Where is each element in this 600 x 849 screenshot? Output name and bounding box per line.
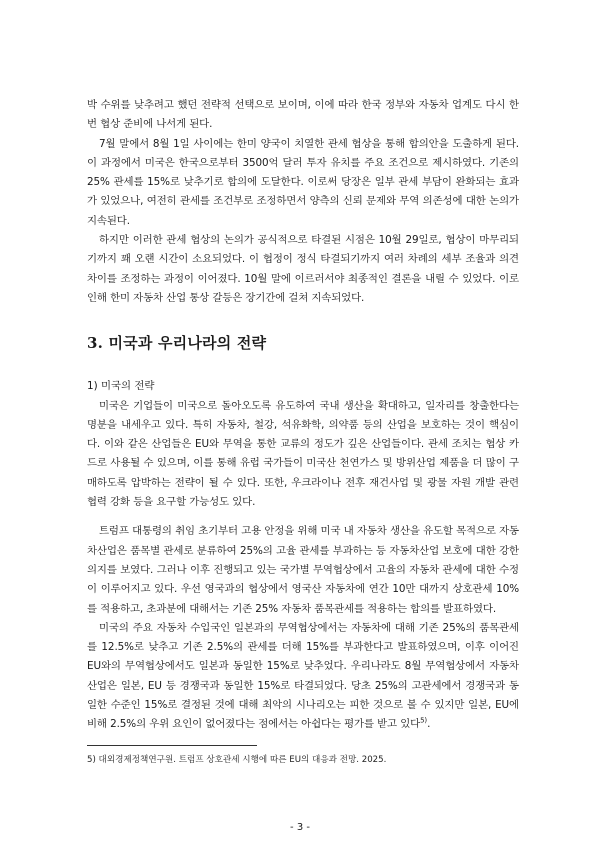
body-content <box>87 96 519 735</box>
paragraph-negotiation: 7월 말에서 8월 1일 사이에는 한미 양국이 치열한 관세 협상을 통해 합의안을 도출하게 된다. 이 과정에서 미국은 한국으로부터 3500억 달러 투자 유치를 주요 조건으로 제시하였다. 기존의 25% 관세를 15%로 낮추기로 합의에 도달한다. 이로써 당장은 일부 관세 부담이 완화되는 효과가 있었으나, 여전히 관세를 조건부로 조정하면서 양측의 신뢰 문제와 무역 의존성에 대한 논의가 지속된다. <box>87 137 519 227</box>
footnote-divider <box>87 745 257 746</box>
paragraph-continuation: 박 수위를 낮추려고 했던 전략적 선택으로 보이며, 이에 따라 한국 정부와 자동차 업계도 다시 한번 협상 준비에 나서게 된다. <box>87 99 519 131</box>
paragraph-japan-eu-text: 미국의 주요 자동차 수입국인 일본과의 무역협상에서는 자동차에 대해 기존 25%의 품목관세를 12.5%로 낮추고 기존 2.5%의 관세를 더해 15%를 부과한다고 발표하였으며, 이후 이어진 EU와의 무역협상에서도 일본과 동일한 15%로 낮추었다. 우리나라도 8월 무역협상에서 자동차산업은 일본, EU 등 경쟁국과 동일한 15%로 타결되었다. 당초 25%의 고관세에서 경쟁국과 동일한 수준인 15%로 결정된 것에 대해 최악의 시나리오는 피한 것으로 볼 수 있지만 일본, EU에 비해 2.5%의 우위 요인이 없어졌다는 점에서는 아쉽다는 평가를 받고 있다 <box>87 621 519 731</box>
subsection-heading: 1) 미국의 전략 <box>87 380 155 393</box>
paragraph-trump-tariffs: 트럼프 대통령의 취임 초기부터 고용 안정을 위해 미국 내 자동차 생산을 유도할 목적으로 자동차산업은 품목별 관세로 분류하여 25%의 고율 관세를 부과하는 등 자동차산업 보호에 대한 강한 의지를 보였다. 그러나 이후 진행되고 있는 국가별 무역협상에서 고율의 자동차 관세에 대한 수정이 이루어지고 있다. 우선 영국과의 협상에서 영국산 자동차에 연간 10만 대까지 상호관세 10%를 적용하고, 초과분에 대해서는 기존 25% 자동차 품목관세를 적용하는 합의를 발표하였다. <box>87 525 519 615</box>
footnote-reference[interactable]: 5) <box>420 716 428 725</box>
paragraph-agreement: 하지만 이러한 관세 협상의 논의가 공식적으로 타결된 시점은 10월 29일로, 협상이 마무리되기까지 꽤 오랜 시간이 소요되었다. 이 협정이 정식 타결되기까지 여러 차례의 세부 조율과 의견 차이를 조정하는 과정이 이어졌다. 10월 말에 이르러서야 최종적인 결론을 내릴 수 있었다. 이로 인해 한미 자동차 산업 통상 갈등은 장기간에 걸쳐 지속되었다. <box>87 234 519 304</box>
paragraph-us-strategy: 미국은 기업들이 미국으로 돌아오도록 유도하여 국내 생산을 확대하고, 일자리를 창출한다는 명분을 내세우고 있다. 특히 자동차, 철강, 석유화학, 의약품 등의 산업을 보호하는 것이 핵심이다. 이와 같은 산업들은 EU와 무역을 통한 교류의 정도가 깊은 산업들이다. 관세 조치는 협상 카드로 사용될 수 있으며, 이를 통해 유럽 국가들이 미국산 천연가스 및 방위산업 제품을 더 많이 구매하도록 압박하는 전략이 될 수 있다. 또한, 우크라이나 전후 재건사업 및 광물 자원 개발 관련 협력 강화 등을 요구할 가능성도 있다. <box>87 399 519 509</box>
paragraph-japan-eu: 미국의 주요 자동차 수입국인 일본과의 무역협상에서는 자동차에 대해 기존 25%의 품목관세를 12.5%로 낮추고 기존 2.5%의 관세를 더해 15%를 부과한다고 발표하였으며, 이후 이어진 EU와의 무역협상에서도 일본과 동일한 15%로 낮추었다. 우리나라도 8월 무역협상에서 자동차산업은 일본, EU 등 경쟁국과 동일한 15%로 타결되었다. 당초 25%의 고관세에서 경쟁국과 동일한 수준인 15%로 결정된 것에 대해 최악의 시나리오는 피한 것으로 볼 수 있지만 일본, EU에 비해 2.5%의 우위 요인이 없어졌다는 점에서는 아쉽다는 평가를 받고 있다$^{5)}$. <box>87 621 519 731</box>
page-number: - 3 - <box>290 822 310 833</box>
footnote: 5) 대외경제정책연구원. 트럼프 상호관세 시행에 따른 EU의 대응과 전망. 2025. <box>87 755 387 765</box>
paragraph-spacer <box>87 512 519 522</box>
section-heading: 3. 미국과 우리나라의 전략 <box>87 334 267 353</box>
